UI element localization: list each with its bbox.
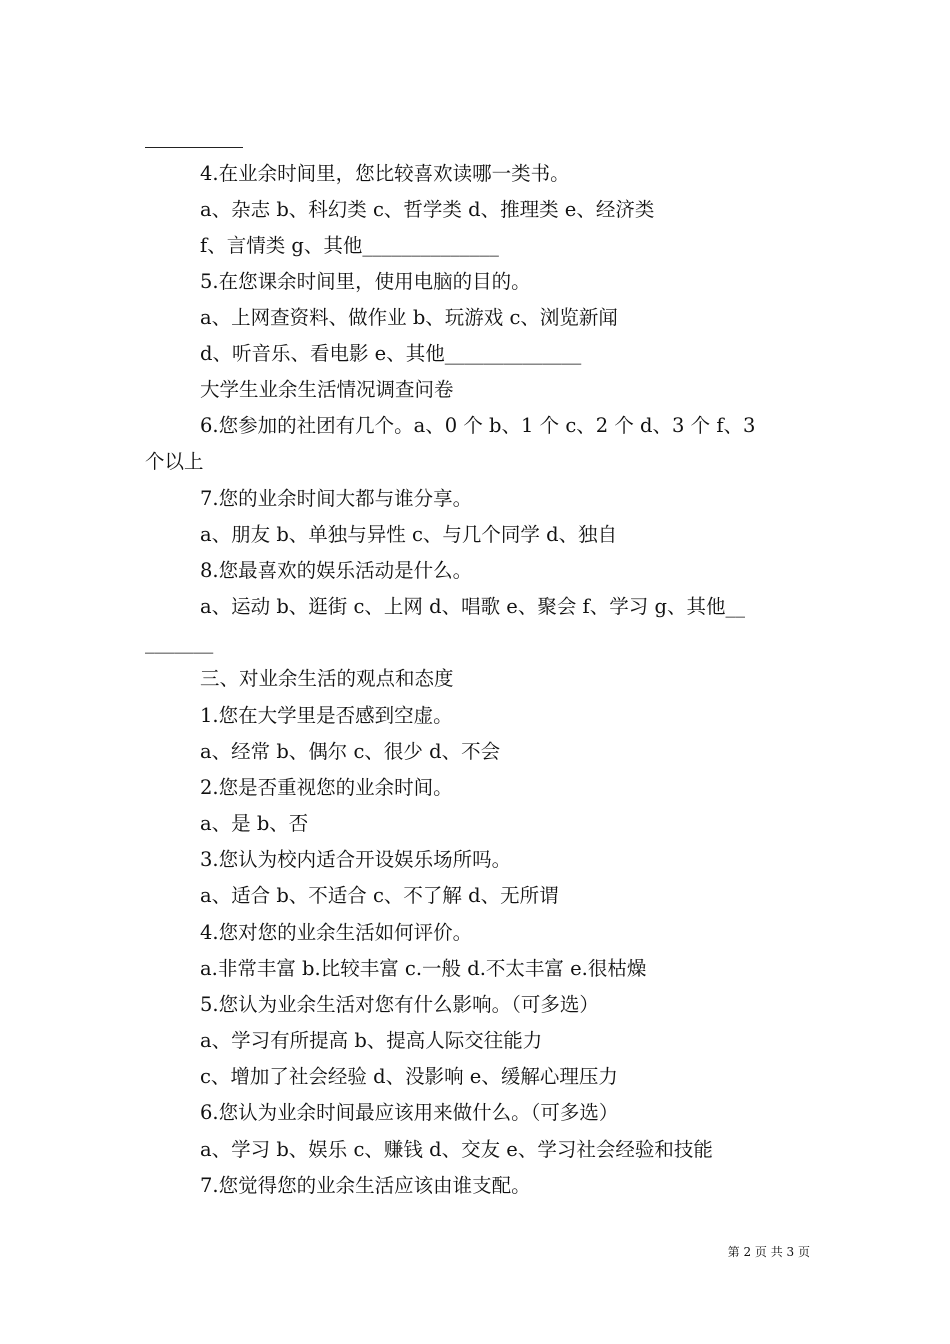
section-3-heading: 三、对业余生活的观点和态度 bbox=[200, 667, 454, 690]
survey-title: 大学生业余生活情况调查问卷 bbox=[200, 378, 454, 401]
question-6-continued: 个以上 bbox=[145, 450, 204, 473]
question-8-blank-continued: _______ bbox=[145, 631, 214, 654]
question-8-title: 8.您最喜欢的娱乐活动是什么。 bbox=[200, 559, 473, 582]
question-4-title: 4.在业余时间里，您比较喜欢读哪一类书。 bbox=[200, 162, 570, 185]
section-3-question-5-options-1: a、学习有所提高 b、提高人际交往能力 bbox=[200, 1029, 543, 1052]
section-3-question-4-title: 4.您对您的业余生活如何评价。 bbox=[200, 921, 473, 944]
section-3-question-2-title: 2.您是否重视您的业余时间。 bbox=[200, 776, 453, 799]
question-5-title: 5.在您课余时间里，使用电脑的目的。 bbox=[200, 270, 531, 293]
section-3-question-3-title: 3.您认为校内适合开设娱乐场所吗。 bbox=[200, 848, 512, 871]
section-3-question-5-title: 5.您认为业余生活对您有什么影响。（可多选） bbox=[200, 993, 599, 1016]
question-7-options: a、朋友 b、单独与异性 c、与几个同学 d、独自 bbox=[200, 523, 618, 546]
question-7-title: 7.您的业余时间大都与谁分享。 bbox=[200, 487, 473, 510]
section-3-question-1-title: 1.您在大学里是否感到空虚。 bbox=[200, 704, 453, 727]
section-3-question-1-options: a、经常 b、偶尔 c、很少 d、不会 bbox=[200, 740, 501, 763]
section-3-question-6-title: 6.您认为业余时间最应该用来做什么。（可多选） bbox=[200, 1101, 619, 1124]
question-4-options-1: a、杂志 b、科幻类 c、哲学类 d、推理类 e、经济类 bbox=[200, 198, 655, 221]
question-5-options-2: d、听音乐、看电影 e、其他______________ bbox=[200, 342, 582, 365]
section-3-question-2-options: a、是 b、否 bbox=[200, 812, 309, 835]
section-3-question-5-options-2: c、增加了社会经验 d、没影响 e、缓解心理压力 bbox=[200, 1065, 618, 1088]
question-6: 6.您参加的社团有几个。a、0 个 b、1 个 c、2 个 d、3 个 f、3 bbox=[200, 414, 756, 437]
section-3-question-7-title: 7.您觉得您的业余生活应该由谁支配。 bbox=[200, 1174, 531, 1197]
question-5-options-1: a、上网查资料、做作业 b、玩游戏 c、浏览新闻 bbox=[200, 306, 618, 329]
question-8-options: a、运动 b、逛街 c、上网 d、唱歌 e、聚会 f、学习 g、其他__ bbox=[200, 595, 745, 618]
blank-underline bbox=[145, 147, 243, 148]
page-number-footer: 第 2 页 共 3 页 bbox=[727, 1245, 810, 1259]
section-3-question-3-options: a、适合 b、不适合 c、不了解 d、无所谓 bbox=[200, 884, 559, 907]
question-4-options-2: f、言情类 g、其他______________ bbox=[200, 234, 499, 257]
section-3-question-6-options: a、学习 b、娱乐 c、赚钱 d、交友 e、学习社会经验和技能 bbox=[200, 1138, 713, 1161]
section-3-question-4-options: a.非常丰富 b.比较丰富 c.一般 d.不太丰富 e.很枯燥 bbox=[200, 957, 647, 980]
